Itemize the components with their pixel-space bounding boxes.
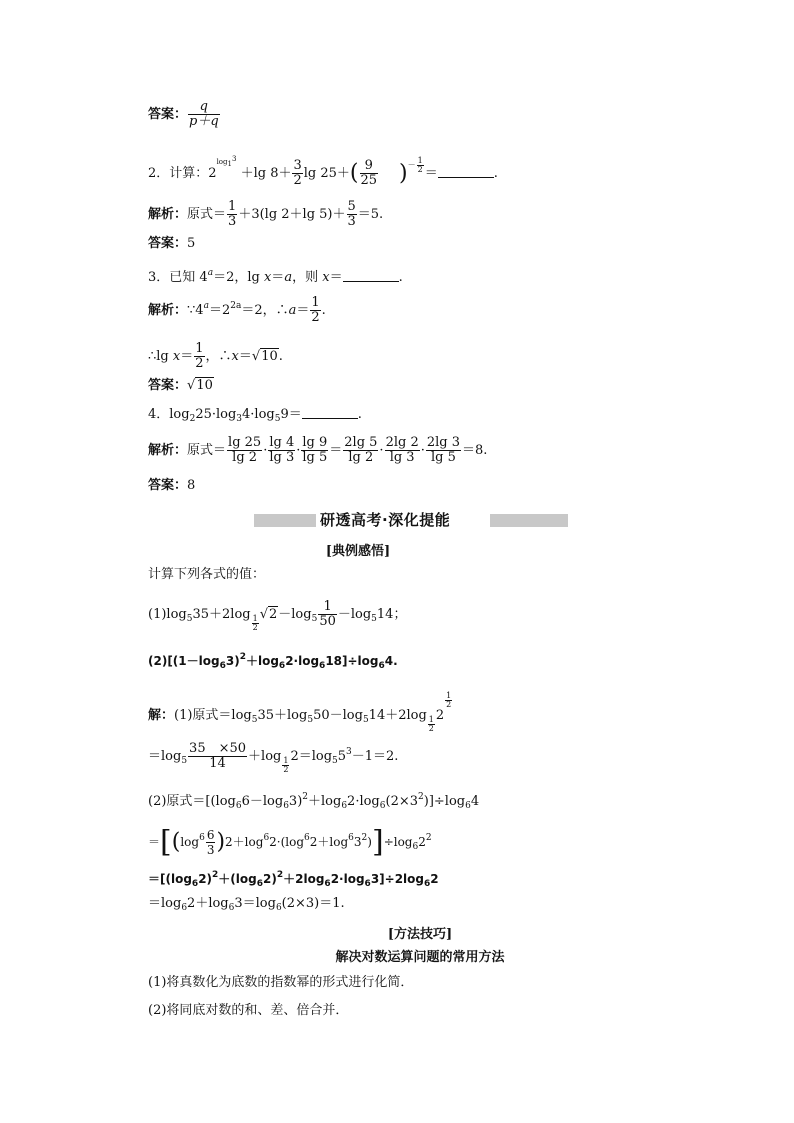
answer-label: 答案： [148, 107, 188, 122]
answer-label: 答案： [148, 378, 188, 393]
fraction: $\frac{1}{2}$ [428, 715, 434, 733]
exponent: － 1 2 [407, 155, 423, 174]
answer-blank[interactable] [438, 165, 494, 178]
question-4: 4．$\log_225\cdot\log_34\cdot\log_59=$ . [148, 407, 362, 424]
fraction: $\frac{\lg 4}{\lg 3}$ [269, 435, 295, 465]
text: 原式＝ [187, 207, 227, 222]
q3-answer [148, 377, 214, 395]
fraction: $\frac{2\lg 3}{\lg 5}$ [426, 435, 461, 465]
fraction: $\frac{9}{25}$ [360, 158, 378, 188]
example-1: $(1)\log_535+2\log$ $\frac{1}{2}$ $√2-\log_5$ $\frac{1}{50}$ $-\log_514$； [148, 599, 407, 632]
section-label: [典例感悟] [325, 544, 391, 559]
text: ＝5. [357, 207, 384, 222]
fraction: $\frac{1}{2}$ [446, 691, 452, 709]
example-2: $(2)[(1-\log_63)^2+\log_62\cdot\log_618]\div\log_64$. [148, 652, 398, 671]
q4-solution: 解析：原式＝ $\frac{\lg 25}{\lg 2}$ · $\frac{\lg 4}{\lg 3}$ · $\frac{\lg 9}{\lg 5}$ ＝ $\frac{2\lg 5}{\lg 2}$ · $\frac{2\lg 2}{\lg 3}$ · $\frac{2\lg 3}{\lg 5}$ ＝8. [148, 435, 488, 465]
q4-answer [148, 477, 195, 495]
fraction: $\frac{1}{3}$ [228, 199, 237, 229]
banner-bar-left [254, 514, 316, 527]
fraction: $\frac{1}{2}$ [283, 756, 289, 774]
answer-blank[interactable] [302, 406, 358, 419]
question-2: 2．计算：$2^{log13} +\lg$ 8＋ $\frac{3}{2}$ lg 25＋( $\frac{9}{25}$ )$^{- \frac{1}{2}}$ ＝ . [148, 155, 498, 188]
fraction: $\frac{2\lg 5}{\lg 2}$ [344, 435, 378, 465]
answer-label: 答案： [148, 478, 188, 493]
fraction [188, 100, 220, 129]
text: ＋lg 8＋ [240, 166, 292, 181]
section-banner-title: 研透高考·深化提能 [320, 511, 451, 529]
method-title: 解决对数运算问题的常用方法 [335, 950, 505, 965]
fraction: $\frac{\lg 25}{\lg 2}$ [228, 435, 262, 465]
solution-label: 解析： [148, 207, 188, 222]
prompt-text: 计算下列各式的值： [148, 567, 266, 582]
solution-2-line-1: (2)原式$=[(\log_66-\log_63)^2+\log_62\cdot\log_6(2\times 3^2)]\div\log_64$ [148, 792, 480, 811]
answer-label: 答案： [148, 236, 188, 251]
solution-label: 解析： [148, 303, 188, 318]
solution-1-line-1: 解：(1)原式$=\log_535+\log_550-\log_514+2\log$ $\frac{1}{2}$ 2 $\frac{1}{2}$ [148, 691, 452, 733]
q3-solution-2: ∴lg x＝ $\frac{1}{2}$ ，∴x＝√10. [148, 341, 283, 371]
solution-1-line-2: $=\log_5$ $\frac{35 \times 50}{14}$ ＋log $\frac{1}{2}$ $2=\log_55^3-1=2$. [148, 741, 399, 774]
question-prefix: 2．计算： [148, 166, 209, 181]
solution-2-line-3: $=[(\log_62)^2+(\log_62)^2+2\log_62\cdot\log_63]\div 2\log_62$ [148, 870, 439, 889]
fraction: $\frac{1}{2}$ [252, 614, 258, 632]
method-item: (1)将真数化为底数的指数幂的形式进行化简． [148, 975, 414, 990]
method-label: [方法技巧] [387, 927, 453, 942]
q1-answer [148, 100, 221, 129]
fraction: $\frac{3}{2}$ [293, 158, 302, 188]
square-root: √2 [259, 607, 278, 622]
exponent: log13 [216, 155, 237, 168]
method-item: (2)将同底对数的和、差、倍合并． [148, 1003, 349, 1018]
fraction: $\frac{35 \times 50}{14}$ [189, 741, 247, 771]
q2-answer [148, 235, 195, 253]
fraction: $\frac{5}{3}$ [347, 199, 356, 229]
square-root: √10 [251, 349, 278, 364]
fraction: $\frac{1}{50}$ [319, 599, 336, 629]
denominator: p＋q [189, 114, 219, 129]
q2-solution [148, 200, 383, 229]
answer-value: 5 [187, 236, 196, 251]
text: lg 25＋ [303, 166, 350, 181]
fraction: $\frac{1}{2}$ [195, 341, 204, 371]
fraction: $\frac{2\lg 2}{\lg 3}$ [385, 435, 419, 465]
answer-blank[interactable] [343, 269, 399, 282]
text: ＋3(lg 2＋lg 5)＋ [238, 207, 346, 222]
banner-bar-right [490, 514, 568, 527]
fraction: $\frac{1}{2}$ [311, 295, 320, 325]
solution-label: 解析： [148, 443, 188, 458]
square-root: √10 [187, 378, 213, 393]
question-3: 3．已知 $4^a=2$，lg x＝a，则 x＝ . [148, 268, 403, 285]
base: 2 [208, 166, 217, 181]
numerator: q [199, 99, 208, 114]
answer-value: 8 [187, 478, 196, 493]
solution-2-line-4: $=\log_62+\log_63=\log_6(2\times 3)=1$. [148, 896, 345, 913]
fraction: $\frac{6}{3}$ [206, 828, 215, 857]
solution-label: 解： [148, 708, 175, 723]
fraction: $\frac{\lg 9}{\lg 5}$ [302, 435, 328, 465]
solution-2-line-2: $=[(\log^6$ $\frac{6}{3}$ )$2+\log^62\cdot(\log^62+\log^63^2)]\div\log_62^2$ [148, 824, 432, 860]
q3-solution-1: 解析：$\because 4^a=2^{2a}=2$，∴a＝ $\frac{1}{2}$ . [148, 295, 326, 325]
